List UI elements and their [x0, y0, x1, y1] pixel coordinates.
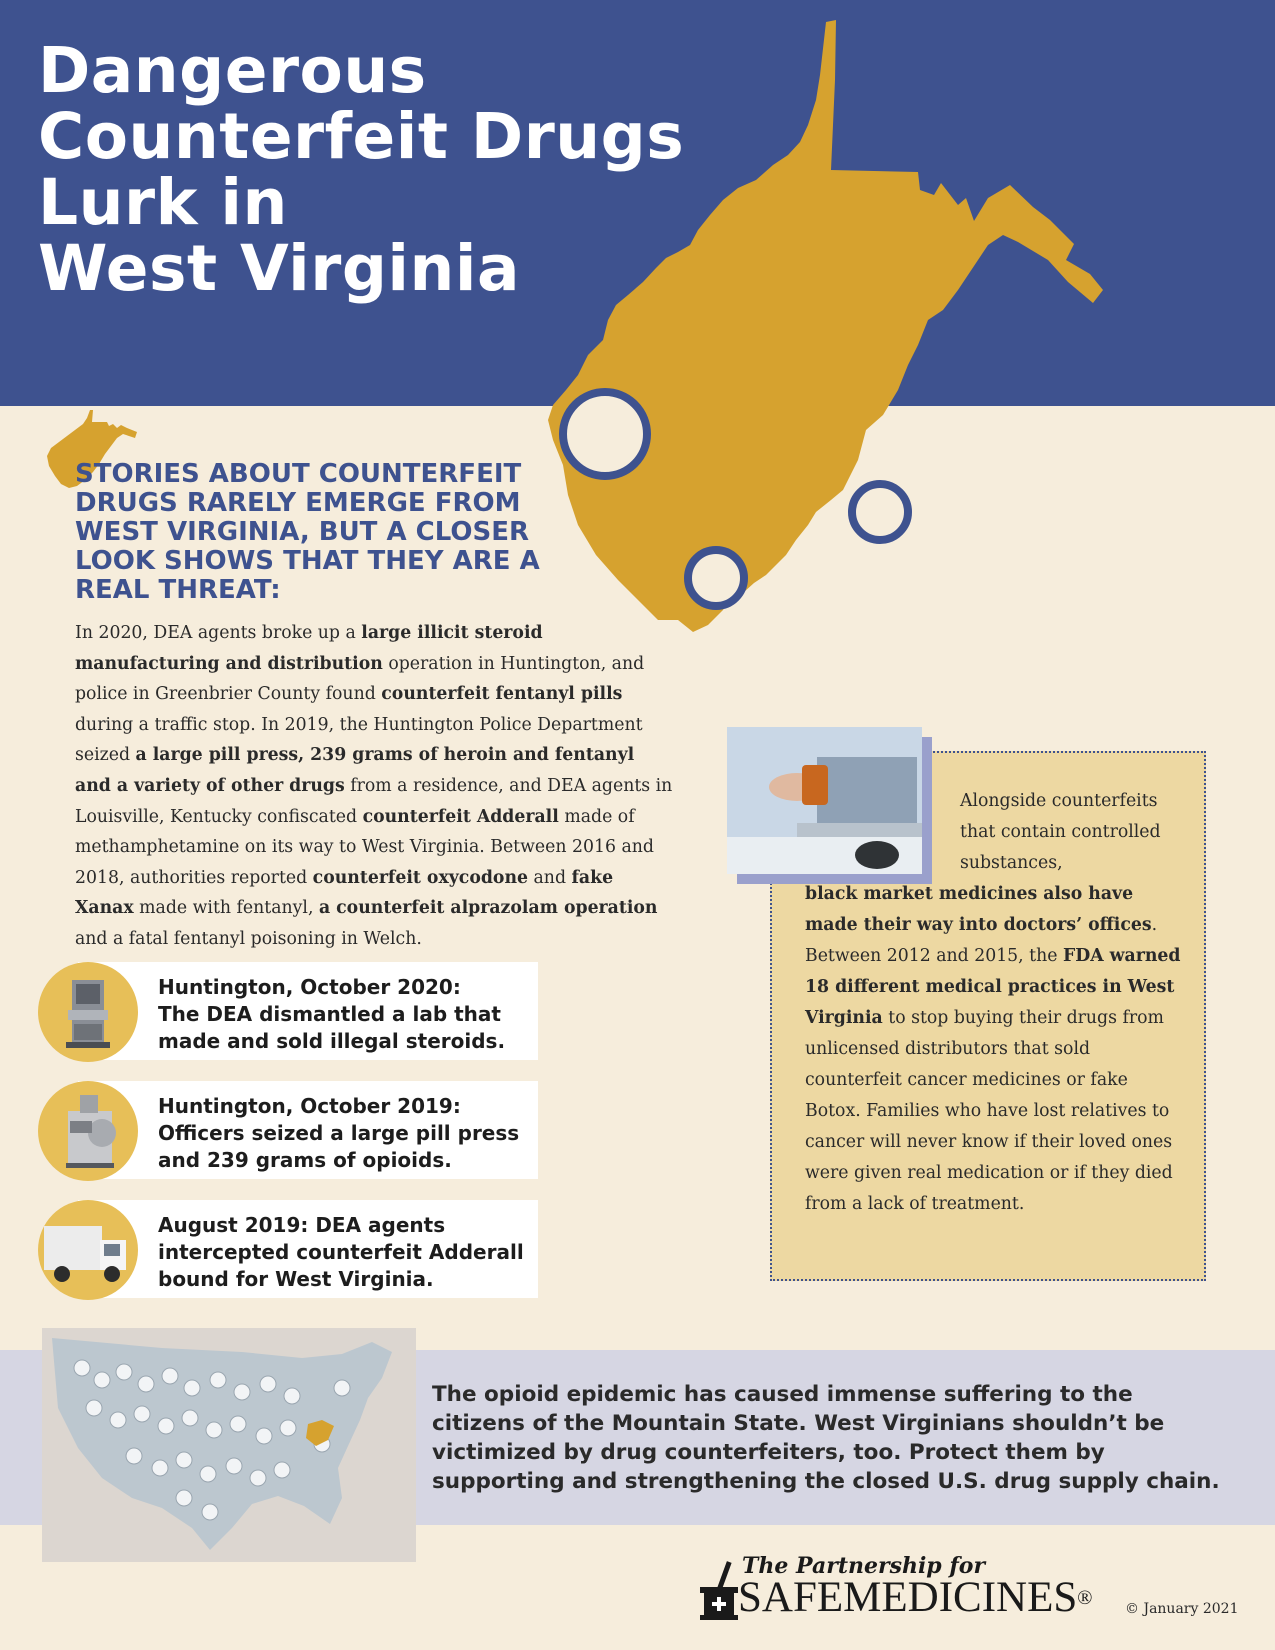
- event-card-text: [158, 1093, 528, 1174]
- logo-wordmark: SAFEMEDICINES®: [738, 1574, 1093, 1621]
- event-card-steroid-lab: [38, 960, 538, 1060]
- event-line: intercepted counterfeit Adderall: [158, 1240, 524, 1264]
- pill-machine-photo-icon: [38, 1081, 138, 1181]
- event-card-text: [158, 974, 528, 1055]
- copyright-notice: © January 2021: [1125, 1601, 1239, 1617]
- event-line: made and sold illegal steroids.: [158, 1029, 506, 1053]
- event-line: Huntington, October 2020:: [158, 975, 461, 999]
- event-line: bound for West Virginia.: [158, 1267, 434, 1291]
- event-card-adderall: [38, 1198, 538, 1298]
- title-line: Counterfeit Drugs: [38, 100, 685, 173]
- event-line: August 2019: DEA agents: [158, 1213, 446, 1237]
- sidebar-paragraph-cont: black market medicines also have made their way into doctors’ offices. Between 2012 and 2015, the FDA warned 18 different medical practices in West Virginia to stop buying their drugs from unlicensed distributors that sold counterfeit cancer medicines or fake Botox. Families who have lost relatives to cancer will never know if their loved ones were given real medication or if they died from a lack of treatment.: [805, 884, 1181, 1214]
- event-card-text: [158, 1212, 528, 1293]
- title-line: Lurk in: [38, 166, 288, 239]
- event-line: and 239 grams of opioids.: [158, 1148, 452, 1172]
- title-line: West Virginia: [38, 232, 520, 305]
- sidebar-text: [805, 786, 1185, 1220]
- event-line: Officers seized a large pill press: [158, 1121, 520, 1145]
- delivery-truck-photo-icon: [38, 1200, 138, 1300]
- mortar-pestle-logo-icon: [700, 1553, 740, 1623]
- sidebar-paragraph: Alongside counterfeits that contain controlled substances,: [960, 791, 1161, 873]
- section-subheading: STORIES ABOUT COUNTERFEIT DRUGS RARELY EMERGE FROM WEST VIRGINIA, BUT A CLOSER LOOK SHOWS THAT THEY ARE A REAL THREAT:: [75, 459, 540, 605]
- event-line: The DEA dismantled a lab that: [158, 1002, 501, 1026]
- title-line: Dangerous: [38, 34, 427, 107]
- logo-tagline: The Partnership for: [742, 1553, 986, 1579]
- intro-paragraph: In 2020, DEA agents broke up a large illicit steroid manufacturing and distribution operation in Huntington, and police in Greenbrier County found counterfeit fentanyl pills during a traffic stop. In 2019, the Huntington Police Department seized a large pill press, 239 grams of heroin and fentanyl and a variety of other drugs from a residence, and DEA agents in Louisville, Kentucky confiscated counterfeit Adderall made of methamphetamine on its way to West Virginia. Between 2016 and 2018, authorities reported counterfeit oxycodone and fake Xanax made with fentanyl, a counterfeit alprazolam operation and a fatal fentanyl poisoning in Welch.: [75, 623, 673, 949]
- event-line: Huntington, October 2019:: [158, 1094, 461, 1118]
- west-virginia-map-icon: [548, 20, 1248, 640]
- pill-press-photo-icon: [38, 962, 138, 1062]
- us-pill-map-icon: [42, 1328, 416, 1562]
- event-card-pill-press: [38, 1079, 538, 1179]
- closing-statement: The opioid epidemic has caused immense suffering to the citizens of the Mountain State. West Virginians shouldn’t be victimized by drug counterfeiters, too. Protect them by supporting and strengthening the closed U.S. drug supply chain.: [432, 1382, 1220, 1494]
